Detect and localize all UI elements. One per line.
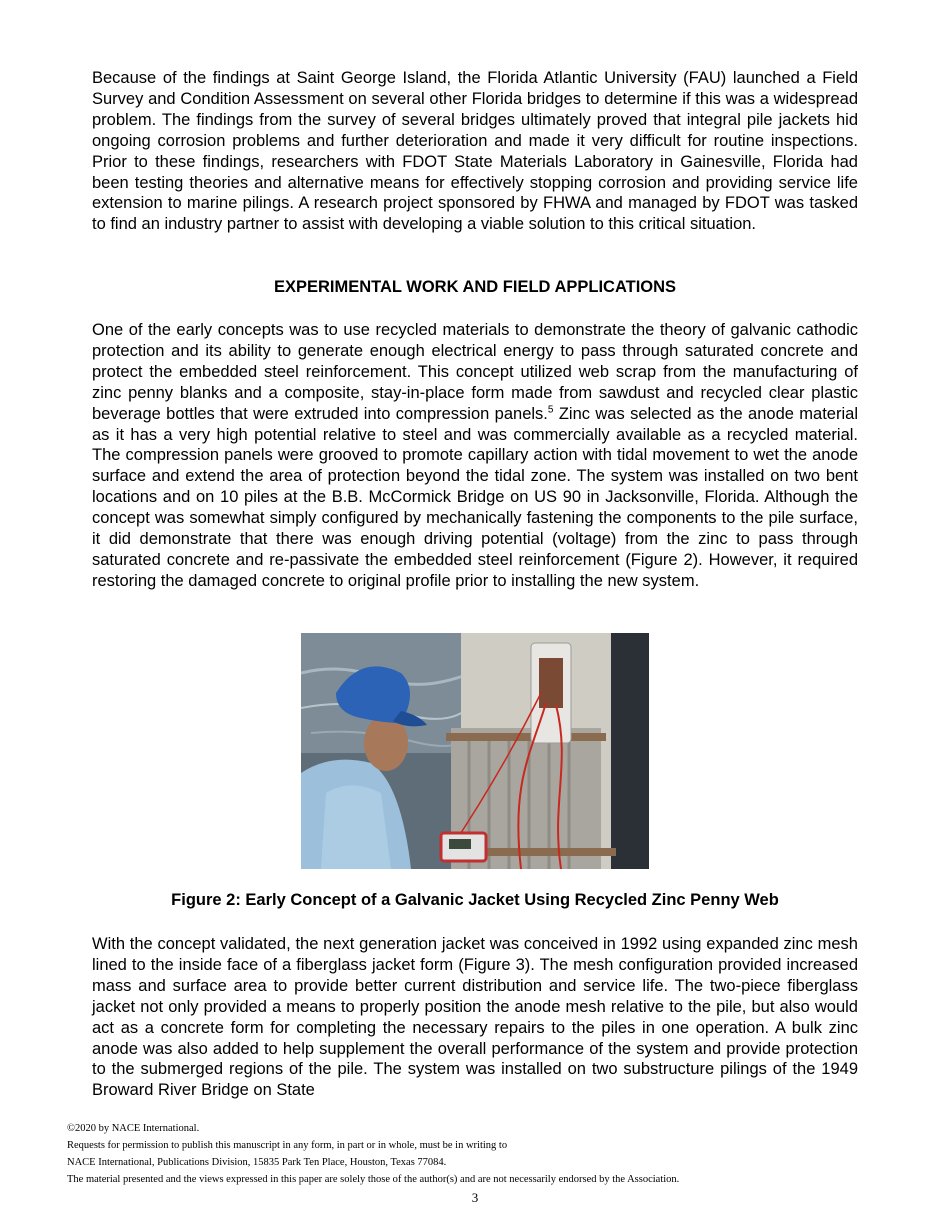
copyright-footer: [67, 1120, 887, 1188]
figure-caption: Figure 2: Early Concept of a Galvanic Jacket Using Recycled Zinc Penny Web: [171, 891, 779, 909]
paragraph-2-part-b: Zinc was selected as the anode material as it has a very high potential relative to steel and was commercially available as a recycled material. The compression panels were grooved to promote capillary action with tidal movement to wet the anode surface and extend the area of protection beyond the tidal zone. The system was installed on two bent locations and on 10 piles at the B.B. McCormick Bridge on US 90 in Jacksonville, Florida. Although the concept was somewhat simply configured by mechanically fastening the components to the pile surface, it did demonstrate that there was enough driving potential (voltage) from the zinc to pass through saturated concrete and re-passivate the embedded steel reinforcement (Figure 2). However, it required restoring the damaged concrete to original profile prior to installing the new system.: [92, 404, 858, 590]
footer-line: NACE International, Publications Division, 15835 Park Ten Place, Houston, Texas 77084.: [67, 1157, 447, 1168]
body-paragraph-3: With the concept validated, the next generation jacket was conceived in 1992 using expanded zinc mesh lined to the inside face of a fiberglass jacket form (Figure 3). The mesh configuration provided increased mass and surface area to provide better current distribution and service life. The two-piece fiberglass jacket not only provided a means to properly position the anode mesh relative to the pile, but also would act as a concrete form for completing the necessary repairs to the piles in one operation. A bulk zinc anode was also added to help supplement the overall performance of the system and provide protection to the submerged regions of the pile. The system was installed on two substructure pilings of the 1949 Broward River Bridge on State: [92, 935, 858, 1100]
reference-superscript: 5: [547, 404, 554, 416]
footer-line: The material presented and the views expressed in this paper are solely those of the author(s) and are not necessarily endorsed by the Association.: [67, 1174, 680, 1185]
page-number: 3: [471, 1190, 479, 1205]
paragraph-2-part-a: One of the early concepts was to use recycled materials to demonstrate the theory of galvanic cathodic protection and its ability to generate enough electrical energy to pass through saturated concrete and protect the embedded steel reinforcement. This concept utilized web scrap from the manufacturing of zinc penny blanks and a composite, stay-in-place form made from sawdust and recycled clear plastic beverage bottles that were extruded into compression panels.: [92, 321, 858, 423]
body-paragraph-1: Because of the findings at Saint George Island, the Florida Atlantic University (FAU) launched a Field Survey and Condition Assessment on several other Florida bridges to determine if this was a widespread problem. The findings from the survey of several bridges ultimately proved that integral pile jackets hid ongoing corrosion problems and further deterioration and made it very difficult for routine inspections. Prior to these findings, researchers with FDOT State Materials Laboratory in Gainesville, Florida had been testing theories and alternative means for effectively stopping corrosion and providing service life extension to marine pilings. A research project sponsored by FHWA and managed by FDOT was tasked to find an industry partner to assist with developing a viable solution to this critical situation.: [92, 69, 858, 234]
footer-line: ©2020 by NACE International.: [67, 1123, 200, 1134]
footer-line: Requests for permission to publish this manuscript in any form, in part or in whole, must be in writing to: [67, 1140, 508, 1151]
figure-2-photo: [301, 633, 649, 869]
body-paragraph-2: [92, 320, 858, 592]
section-heading: EXPERIMENTAL WORK AND FIELD APPLICATIONS: [273, 278, 677, 296]
